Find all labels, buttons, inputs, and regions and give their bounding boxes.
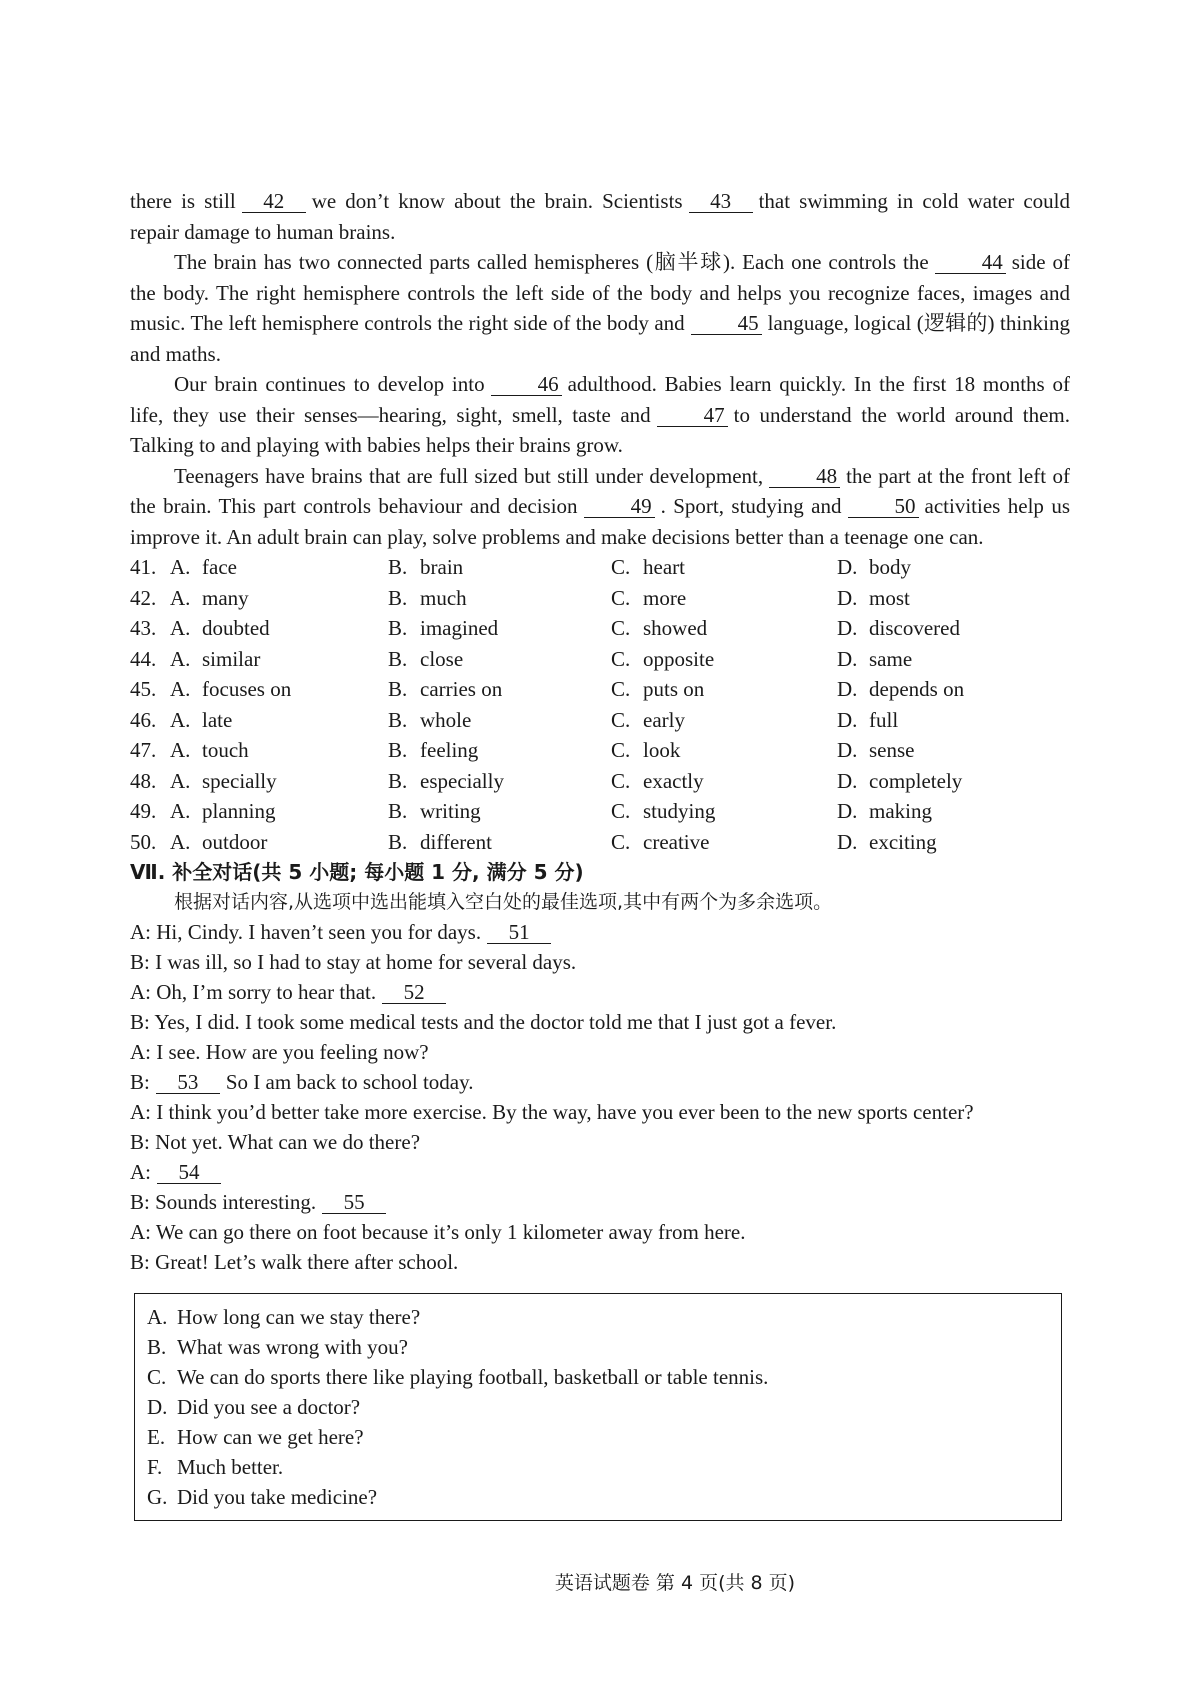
- option-letter: A.: [170, 646, 191, 671]
- speaker: A:: [130, 920, 151, 944]
- question-number: 47.: [130, 738, 157, 762]
- blank-54: 54: [157, 1161, 221, 1184]
- option-row-41: [130, 552, 1070, 583]
- option-row-46: [130, 705, 1070, 736]
- text: the part at the front left of the brain. This part controls behaviour and decision: [130, 463, 1070, 518]
- speaker: B:: [130, 1190, 150, 1214]
- option-letter: B.: [388, 616, 408, 640]
- text: language, logical (逻辑的) thinking and maths.: [130, 311, 1070, 366]
- blank-50: 50: [848, 495, 919, 518]
- choice-f: [147, 1452, 1061, 1482]
- option-text: look: [643, 738, 681, 762]
- choice-b: [147, 1332, 1061, 1362]
- option-a: [170, 705, 388, 736]
- option-text: body: [869, 555, 911, 579]
- question-number: 44.: [130, 646, 157, 671]
- question-number: 50.: [130, 829, 157, 854]
- line-text: Not yet. What can we do there?: [155, 1130, 421, 1154]
- option-d: [837, 644, 1067, 675]
- line-text: Hi, Cindy. I haven’t seen you for days.: [156, 920, 482, 944]
- blank-53: 53: [156, 1071, 220, 1094]
- option-a: [170, 827, 388, 858]
- option-text: imagined: [420, 616, 499, 640]
- option-text: completely: [869, 768, 963, 793]
- option-letter: B.: [388, 585, 408, 610]
- option-letter: D.: [837, 646, 858, 671]
- option-text: puts on: [643, 677, 705, 701]
- option-a: [170, 552, 388, 583]
- option-letter: C.: [611, 677, 631, 701]
- option-letter: A.: [170, 555, 191, 579]
- option-letter: A.: [170, 707, 191, 732]
- option-c: [611, 613, 837, 644]
- dialogue-line-9: [130, 1157, 1070, 1187]
- option-text: focuses on: [202, 677, 292, 701]
- option-text: exciting: [869, 829, 937, 854]
- option-letter: B.: [388, 555, 408, 579]
- speaker: B:: [130, 1010, 150, 1034]
- blank-46: 46: [491, 373, 562, 396]
- option-c: [611, 644, 837, 675]
- choice-letter: D.: [147, 1395, 168, 1419]
- choice-text: Did you see a doctor?: [177, 1395, 361, 1419]
- option-row-47: [130, 735, 1070, 766]
- blank-55: 55: [322, 1191, 386, 1214]
- speaker: A:: [130, 1040, 151, 1064]
- option-b: [388, 674, 611, 705]
- line-text: Yes, I did. I took some medical tests and the doctor told me that I just got a fever.: [154, 1010, 837, 1034]
- option-text: opposite: [643, 646, 715, 671]
- option-letter: C.: [611, 738, 631, 762]
- option-text: exactly: [643, 768, 704, 793]
- option-text: whole: [420, 707, 472, 732]
- option-letter: A.: [170, 738, 191, 762]
- option-letter: B.: [388, 738, 408, 762]
- text: we don’t know about the brain. Scientists: [311, 189, 683, 213]
- option-text: writing: [420, 799, 481, 823]
- option-d: [837, 583, 1067, 614]
- option-a: [170, 766, 388, 797]
- option-row-50: [130, 827, 1070, 858]
- option-row-44: [130, 644, 1070, 675]
- choice-text: Much better.: [177, 1455, 284, 1479]
- question-number: 48.: [130, 768, 157, 793]
- option-text: making: [869, 799, 932, 823]
- speaker: A:: [130, 1100, 151, 1124]
- option-letter: C.: [611, 555, 631, 579]
- option-text: similar: [202, 646, 261, 671]
- option-letter: B.: [388, 829, 408, 854]
- option-a: [170, 583, 388, 614]
- option-letter: C.: [611, 829, 631, 854]
- option-text: carries on: [420, 677, 503, 701]
- speaker: A:: [130, 1220, 151, 1244]
- page-footer: 英语试题卷 第 4 页(共 8 页): [554, 1572, 796, 1594]
- option-text: feeling: [420, 738, 479, 762]
- option-c: [611, 583, 837, 614]
- option-text: most: [869, 585, 910, 610]
- option-letter: D.: [837, 738, 858, 762]
- text: side of the body. The right hemisphere controls the left side of the body and helps you recognize faces, images and music. The left hemisphere controls the right side of the body and: [130, 250, 1070, 335]
- option-d: [837, 735, 1067, 766]
- line-text: Great! Let’s walk there after school.: [155, 1250, 459, 1274]
- dialogue-line-3: [130, 977, 1070, 1007]
- line-text: I see. How are you feeling now?: [156, 1040, 429, 1064]
- choice-text: What was wrong with you?: [177, 1335, 408, 1359]
- speaker: A:: [130, 1160, 151, 1184]
- option-b: [388, 613, 611, 644]
- text: Our brain continues to develop into: [174, 372, 485, 396]
- blank-48: 48: [769, 465, 840, 488]
- option-text: face: [202, 555, 237, 579]
- option-b: [388, 827, 611, 858]
- blank-51: 51: [487, 921, 551, 944]
- choice-c: [147, 1362, 1061, 1392]
- question-number: 42.: [130, 585, 157, 610]
- option-letter: D.: [837, 707, 858, 732]
- text: activities help us improve it. An adult brain can play, solve problems and make decisions better than a teenage one can.: [130, 494, 1070, 549]
- option-row-45: [130, 674, 1070, 705]
- options-table: [130, 552, 1070, 857]
- option-text: studying: [643, 799, 716, 823]
- line-text: Sounds interesting.: [155, 1190, 317, 1214]
- option-text: different: [420, 829, 492, 854]
- option-text: especially: [420, 768, 504, 793]
- option-a: [170, 796, 388, 827]
- choices-box: [134, 1293, 1062, 1521]
- option-d: [837, 796, 1067, 827]
- dialogue-line-12: [130, 1247, 1070, 1277]
- choice-letter: E.: [147, 1425, 166, 1449]
- option-letter: A.: [170, 677, 191, 701]
- option-text: discovered: [869, 616, 960, 640]
- dialogue-line-2: [130, 947, 1070, 977]
- dialogue-line-11: [130, 1217, 1070, 1247]
- question-number: 49.: [130, 799, 157, 823]
- choice-letter: G.: [147, 1485, 168, 1509]
- line-text-after: So I am back to school today.: [225, 1070, 474, 1094]
- option-text: creative: [643, 829, 710, 854]
- option-c: [611, 796, 837, 827]
- dialogue-line-1: [130, 917, 1070, 947]
- text: to understand the world around them. Talking to and playing with babies helps their brains grow.: [130, 402, 1070, 457]
- option-text: touch: [202, 738, 249, 762]
- option-c: [611, 552, 837, 583]
- blank-42: 42: [242, 190, 306, 213]
- option-c: [611, 766, 837, 797]
- option-text: full: [869, 707, 899, 732]
- dialogue-line-8: [130, 1127, 1070, 1157]
- option-letter: A.: [170, 829, 191, 854]
- question-number: 41.: [130, 555, 157, 579]
- option-c: [611, 827, 837, 858]
- speaker: B:: [130, 1250, 150, 1274]
- option-text: much: [420, 585, 467, 610]
- passage-paragraph-4: [130, 461, 1070, 553]
- option-b: [388, 735, 611, 766]
- choice-letter: F.: [147, 1455, 163, 1479]
- option-b: [388, 796, 611, 827]
- option-text: same: [869, 646, 913, 671]
- option-letter: C.: [611, 707, 631, 732]
- blank-44: 44: [935, 251, 1006, 274]
- speaker: A:: [130, 980, 151, 1004]
- option-letter: C.: [611, 585, 631, 610]
- choice-text: We can do sports there like playing football, basketball or table tennis.: [177, 1365, 769, 1389]
- dialogue-line-4: [130, 1007, 1070, 1037]
- blank-45: 45: [691, 312, 762, 335]
- text: Teenagers have brains that are full sized but still under development,: [174, 463, 764, 488]
- section-instruction: 根据对话内容,从选项中选出能填入空白处的最佳选项,其中有两个为多余选项。: [174, 891, 833, 913]
- option-letter: C.: [611, 646, 631, 671]
- option-b: [388, 644, 611, 675]
- option-text: more: [643, 585, 687, 610]
- blank-43: 43: [689, 190, 753, 213]
- option-row-43: [130, 613, 1070, 644]
- page-content: [130, 186, 1070, 1521]
- option-a: [170, 644, 388, 675]
- text: there is still: [130, 189, 236, 213]
- option-text: many: [202, 585, 249, 610]
- option-a: [170, 613, 388, 644]
- option-letter: A.: [170, 616, 191, 640]
- option-b: [388, 705, 611, 736]
- option-text: early: [643, 707, 685, 732]
- option-c: [611, 705, 837, 736]
- option-text: depends on: [869, 677, 965, 701]
- option-letter: D.: [837, 555, 858, 579]
- option-b: [388, 766, 611, 797]
- blank-47: 47: [657, 404, 728, 427]
- choice-g: [147, 1482, 1061, 1512]
- passage-paragraph-2: [130, 247, 1070, 369]
- option-letter: D.: [837, 677, 858, 701]
- choice-text: Did you take medicine?: [177, 1485, 378, 1509]
- text: that swimming in cold water could repair damage to human brains.: [130, 189, 1070, 244]
- choice-d: [147, 1392, 1061, 1422]
- option-d: [837, 705, 1067, 736]
- choice-a: [147, 1302, 1061, 1332]
- option-letter: D.: [837, 585, 858, 610]
- blank-52: 52: [382, 981, 446, 1004]
- option-letter: D.: [837, 829, 858, 854]
- choice-e: [147, 1422, 1061, 1452]
- option-text: doubted: [202, 616, 270, 640]
- option-text: late: [202, 707, 233, 732]
- speaker: B:: [130, 1130, 150, 1154]
- option-letter: B.: [388, 768, 408, 793]
- speaker: B:: [130, 950, 150, 974]
- choice-letter: A.: [147, 1305, 168, 1329]
- option-row-48: [130, 766, 1070, 797]
- option-row-42: [130, 583, 1070, 614]
- option-letter: A.: [170, 585, 191, 610]
- option-text: planning: [202, 799, 276, 823]
- choice-text: How can we get here?: [177, 1425, 364, 1449]
- line-text: We can go there on foot because it’s only 1 kilometer away from here.: [155, 1220, 746, 1244]
- option-text: showed: [643, 616, 708, 640]
- question-number: 43.: [130, 616, 157, 640]
- option-letter: C.: [611, 616, 631, 640]
- option-d: [837, 674, 1067, 705]
- dialogue-line-7: [130, 1097, 1070, 1127]
- choice-letter: C.: [147, 1365, 167, 1389]
- option-row-49: [130, 796, 1070, 827]
- speaker: B:: [130, 1070, 150, 1094]
- line-text: I think you’d better take more exercise. By the way, have you ever been to the new sports center?: [156, 1100, 974, 1124]
- text: adulthood. Babies learn quickly. In the first 18 months of life, they use their senses—hearing, sight, smell, taste and: [130, 372, 1070, 427]
- option-letter: C.: [611, 768, 631, 793]
- line-text: I was ill, so I had to stay at home for several days.: [155, 950, 577, 974]
- passage-paragraph-3: [130, 369, 1070, 461]
- choice-text: How long can we stay there?: [177, 1305, 421, 1329]
- option-b: [388, 583, 611, 614]
- question-number: 46.: [130, 707, 157, 732]
- option-text: brain: [420, 555, 464, 579]
- line-text: Oh, I’m sorry to hear that.: [156, 980, 377, 1004]
- dialogue-line-5: [130, 1037, 1070, 1067]
- option-b: [388, 552, 611, 583]
- option-d: [837, 766, 1067, 797]
- option-text: outdoor: [202, 829, 268, 854]
- option-text: heart: [643, 555, 685, 579]
- dialogue: [130, 917, 1070, 1277]
- dialogue-line-10: [130, 1187, 1070, 1217]
- option-text: specially: [202, 768, 277, 793]
- dialogue-line-6: [130, 1067, 1070, 1097]
- option-d: [837, 613, 1067, 644]
- option-letter: D.: [837, 616, 858, 640]
- option-letter: B.: [388, 677, 408, 701]
- blank-49: 49: [584, 495, 655, 518]
- choice-letter: B.: [147, 1335, 167, 1359]
- option-a: [170, 735, 388, 766]
- text: The brain has two connected parts called hemispheres (脑半球). Each one controls the: [174, 250, 929, 274]
- option-letter: D.: [837, 768, 858, 793]
- option-text: close: [420, 646, 464, 671]
- option-letter: B.: [388, 707, 408, 732]
- option-letter: A.: [170, 799, 191, 823]
- passage-paragraph-1: [130, 186, 1070, 247]
- option-letter: D.: [837, 799, 858, 823]
- option-c: [611, 674, 837, 705]
- text: . Sport, studying and: [660, 494, 842, 518]
- option-letter: C.: [611, 799, 631, 823]
- question-number: 45.: [130, 677, 157, 701]
- option-letter: B.: [388, 646, 408, 671]
- option-c: [611, 735, 837, 766]
- section-title: Ⅶ. 补全对话(共 5 小题; 每小题 1 分, 满分 5 分): [130, 860, 584, 884]
- option-letter: A.: [170, 768, 191, 793]
- option-d: [837, 827, 1067, 858]
- option-text: sense: [869, 738, 915, 762]
- option-letter: B.: [388, 799, 408, 823]
- option-d: [837, 552, 1067, 583]
- option-a: [170, 674, 388, 705]
